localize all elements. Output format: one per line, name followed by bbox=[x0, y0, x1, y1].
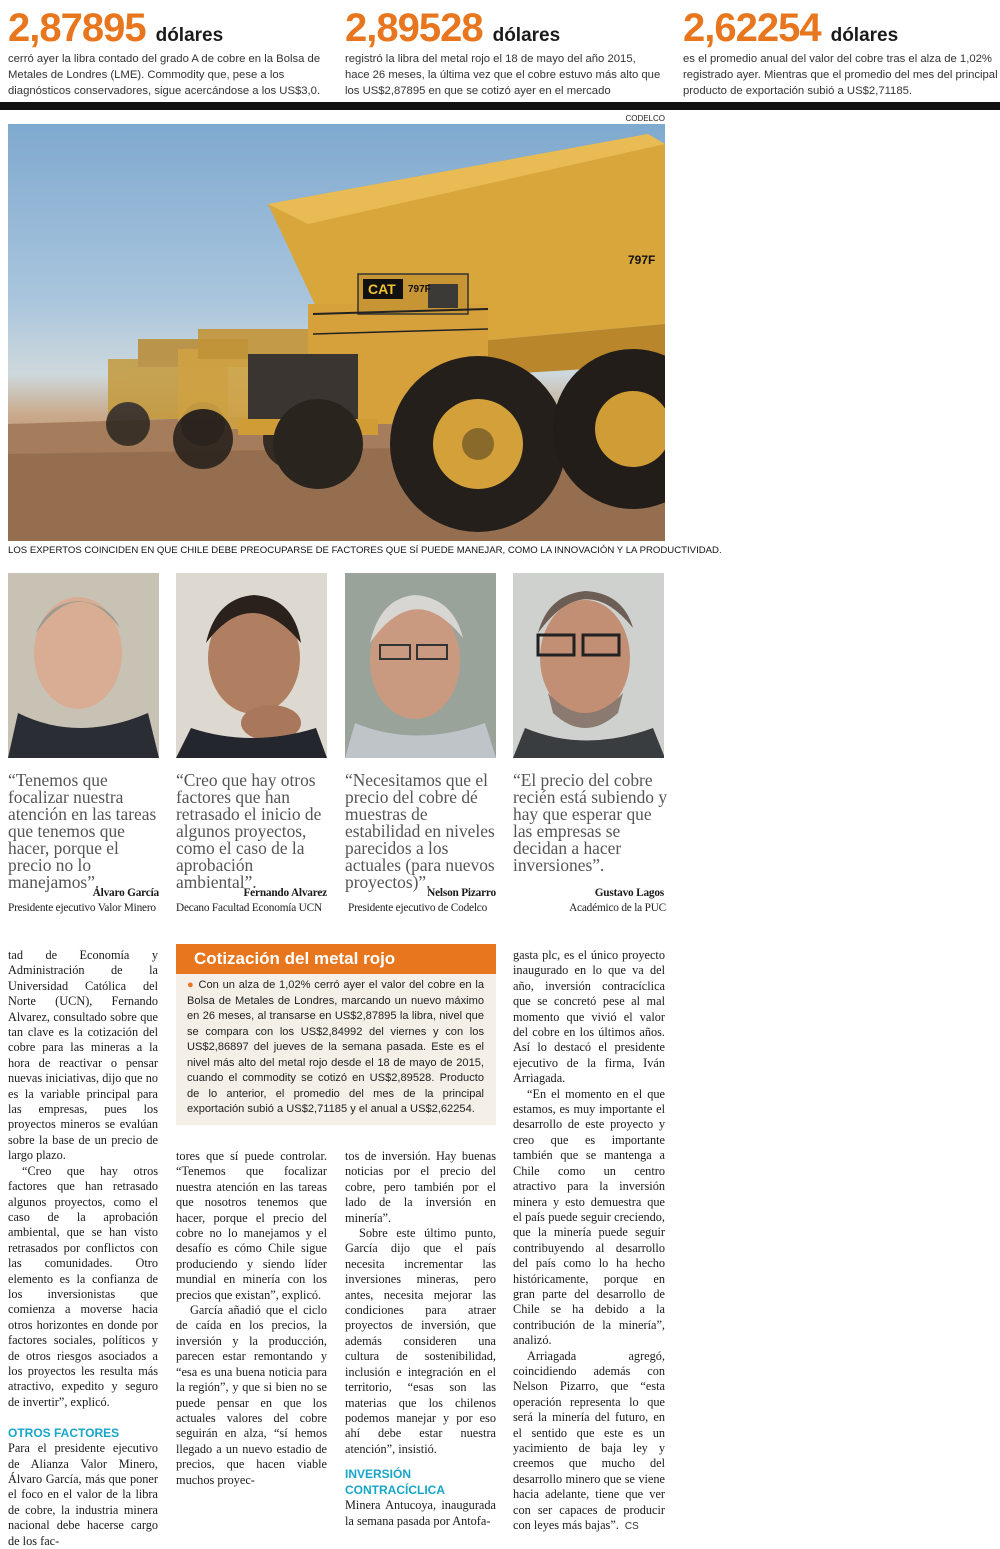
quote-author: Nelson Pizarro bbox=[427, 887, 496, 899]
stat-unit: dólares bbox=[830, 25, 899, 46]
article-column-3 bbox=[345, 1149, 496, 1529]
stat-text: cerró ayer la libra contado del grado A de cobre en la Bolsa de Metales de Londres (LME). Commodity que, pese a los diagnósticos conservadores, sigue acercándose a los US$3,0. bbox=[8, 53, 321, 97]
stat-value: 2,87895 bbox=[8, 6, 146, 50]
photo-credit: CODELCO bbox=[625, 114, 665, 123]
paragraph: tad de Economía y Administración de la Universidad Católica del Norte (UCN), Fernando Alvarez, consultado sobre que tan clave es la cotización del cobre para las mineras a la hora de reactivar o pensar nuevas iniciativas, dijo que no es la variable principal para las empresas, pues los proyectos mineros se evalúan sobre la base de un precio de largo plazo. bbox=[8, 948, 158, 1163]
quote-role: Presidente ejecutivo de Codelco bbox=[348, 902, 488, 914]
end-mark: CS bbox=[624, 1521, 639, 1533]
model-label-side: 797F bbox=[628, 253, 656, 267]
stat-2 bbox=[345, 6, 663, 115]
paragraph: Sobre este último punto, García dijo que el país necesita incrementar las inversiones mineras, pero antes, necesita mejorar las condiciones para atraer proyectos de inversión, que además consideren una cultura de sostenibilidad, inclusión e integración en el territorio, “esas son las materias que los chilenos podemos manejar y por eso ahí debe estar nuestra atención”, insistió. bbox=[345, 1226, 496, 1456]
paragraph: tos de inversión. Hay buenas noticias por el precio del cobre, pero también por el lado de la inversión en minería”. bbox=[345, 1149, 496, 1225]
paragraph: gasta plc, es el único proyecto inaugurado en lo que va del año, inversión contracíclica que se concretó pese al mal momento que vivió el valor del cobre en los últimos años. Así lo destacó el presidente ejecutivo de la firma, Iván Arriagada. bbox=[513, 948, 665, 1086]
quote-role: Académico de la PUC bbox=[569, 902, 666, 914]
quote-role: Decano Facultad Economía UCN bbox=[176, 902, 322, 914]
paragraph: García añadió que el ciclo de caída en los precios, la inversión y la producción, parecen estar remontando y “esa es una buena noticia para la región”, y que si bien no se puede pensar en que los actuales valores del cobre seguirán en alza, “sí hemos llegado a un nuevo estadio de precios, que hacen viable muchos proyec- bbox=[176, 1303, 327, 1487]
section-subhead: INVERSIÓN CONTRACÍCLICA bbox=[345, 1467, 445, 1498]
quote-text: “El precio del cobre recién está subiendo y hay que esperar que las empresas se decidan a hacer inversiones”. bbox=[513, 770, 668, 875]
info-box-text bbox=[187, 978, 484, 1118]
quote-text: “Tenemos que focalizar nuestra atención en las tareas que tenemos que hacer, porque el precio no lo manejamos”. bbox=[8, 770, 157, 892]
stat-text: es el promedio anual del valor del cobre tras el alza de 1,02% registrado ayer. Mientras que el promedio del mes del principal producto de exportación subió a US$2,71185. bbox=[683, 53, 998, 97]
cat-logo: CAT bbox=[368, 281, 396, 297]
truck-illustration bbox=[8, 124, 665, 541]
quote-author: Fernando Alvarez bbox=[243, 887, 327, 899]
paragraph-text: Arriagada agregó, coincidiendo además con Nelson Pizarro, que “esta operación representa lo que será la minería del futuro, en el sentido que este es un yacimiento de baja ley y creemos que mucho del desarrollo minero que se viene hacia adelante, tiene que ver con ser capaces de producir con leyes más bajas”. bbox=[513, 1348, 665, 1533]
section-subhead: OTROS FACTORES bbox=[8, 1426, 120, 1441]
stat-3 bbox=[683, 6, 1000, 99]
stat-value: 2,62254 bbox=[683, 6, 821, 50]
mining-trucks-photo bbox=[8, 124, 665, 541]
portrait-fernando-alvarez bbox=[176, 573, 327, 758]
paragraph: tores que sí puede controlar. “Tenemos que focalizar nuestra atención en las tareas que nosotros tenemos que hacer, porque el precio del cobre no lo manejamos y el desafío es cómo Chile sigue produciendo y siendo líder mundial en minería con los precios que existan”, explicó. bbox=[176, 1149, 327, 1302]
stat-text: registró la libra del metal rojo el 18 de mayo del año 2015, hace 26 meses, la última vez que el cobre estuvo más alto que los US$2,87895 en que se cotizó ayer en el mercado bbox=[345, 53, 661, 97]
model-label: 797F bbox=[408, 284, 431, 295]
bullet-icon: ● bbox=[187, 979, 195, 991]
paragraph: Minera Antucoya, inaugurada la semana pasada por Antofa- bbox=[345, 1498, 496, 1528]
info-box bbox=[176, 944, 496, 1125]
quote-text: “Creo que hay otros factores que han retrasado el inicio de algunos proyectos, como el caso de la aprobación ambiental”. bbox=[176, 770, 322, 892]
paragraph: “Creo que hay otros factores que han retrasado algunos proyectos, como el caso de la aprobación ambiental, que se han visto retrasados por conflictos con las comunidades. Otro elemento es la confianza de los inversionistas que comienza a moverse hacia otros horizontes en donde por factores sociales, políticos y de otros riesgos asociados a los proyectos les resulta más atractivo, expedito y seguro de invertir”, explicó. bbox=[8, 1163, 158, 1409]
paragraph bbox=[513, 1349, 665, 1535]
info-box-title: Cotización del metal rojo bbox=[176, 944, 496, 974]
quote-role: Presidente ejecutivo Valor Minero bbox=[8, 902, 156, 914]
quote-author: Gustavo Lagos bbox=[594, 887, 664, 899]
article-column-4 bbox=[513, 948, 665, 1534]
info-box-body: Con un alza de 1,02% cerró ayer el valor del cobre en la Bolsa de Metales de Londres, marcando un nuevo máximo en 26 meses, al transarse en US$2,87895 la libra, nivel que se compara con los US$2,84992 del viernes y con los US$2,86897 del jueves de la semana pasada. Este es el nivel más alto del metal rojo desde el 18 de mayo de 2015, cuando el commodity se cotizó en US$2,89528. Producto de lo anterior, el promedio del mes de la principal exportación subió a US$2,71185 y el anual a US$2,62254. bbox=[187, 979, 485, 1115]
portrait-nelson-pizarro bbox=[345, 573, 496, 758]
stat-1 bbox=[8, 6, 326, 99]
portrait-alvaro-garcia bbox=[8, 573, 159, 758]
photo-caption: LOS EXPERTOS COINCIDEN EN QUE CHILE DEBE PREOCUPARSE DE FACTORES QUE SÍ PUEDE MANEJAR, COMO LA INNOVACIÓN Y LA PRODUCTIVIDAD. bbox=[8, 545, 722, 556]
quote-text: “Necesitamos que el precio del cobre dé muestras de estabilidad en niveles parecidos a los actuales (para nuevos proyectos)”. bbox=[345, 770, 495, 892]
stat-value: 2,89528 bbox=[345, 6, 483, 50]
portrait-gustavo-lagos bbox=[513, 573, 664, 758]
article-column-2 bbox=[176, 1149, 327, 1488]
paragraph: “En el momento en el que estamos, es muy importante el desarrollo de este proyecto y creo que es importante también que se mantenga a Chile como un centro atractivo para la inversión minera y esto demuestra que el país puede seguir creciendo, que la minería puede seguir contribuyendo al desarrollo del país como lo ha hecho históricamente, porque en gran parte del desarrollo de Chile se ha debido a la contribución de la minería”, analizó. bbox=[513, 1086, 665, 1348]
article-column-1 bbox=[8, 948, 158, 1549]
stat-unit: dólares bbox=[155, 25, 224, 46]
paragraph: Para el presidente ejecutivo de Alianza Valor Minero, Álvaro García, más que poner el foco en el valor de la libra de cobre, la industria minera nacional debe hacerse cargo de los fac- bbox=[8, 1441, 158, 1548]
stat-unit: dólares bbox=[492, 25, 561, 46]
top-divider bbox=[0, 102, 1000, 110]
quote-author: Alvaro García bbox=[92, 887, 159, 899]
